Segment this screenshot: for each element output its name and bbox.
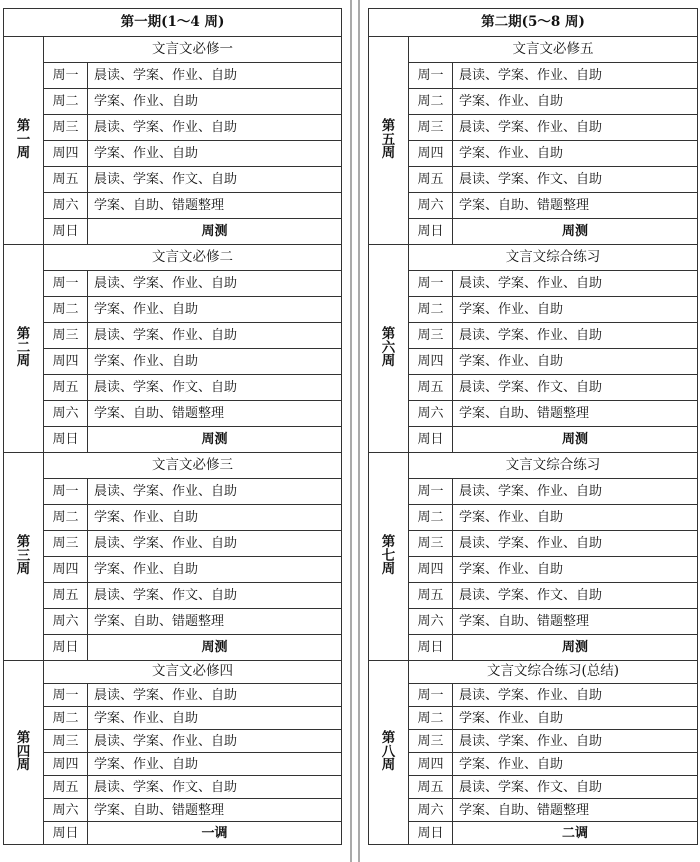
day-label: 周六 bbox=[44, 609, 88, 635]
day-label: 周一 bbox=[44, 684, 88, 707]
day-row bbox=[4, 776, 342, 799]
test-label: 二调 bbox=[453, 822, 698, 845]
period-title: 第二期(5～8 周) bbox=[369, 9, 698, 37]
day-label: 周三 bbox=[44, 115, 88, 141]
day-tasks: 学案、自助、错题整理 bbox=[88, 609, 342, 635]
day-row bbox=[4, 297, 342, 323]
day-tasks: 晨读、学案、作业、自助 bbox=[88, 323, 342, 349]
day-row bbox=[369, 822, 698, 845]
day-tasks: 学案、自助、错题整理 bbox=[88, 799, 342, 822]
week-label: 第 六 周 bbox=[369, 245, 409, 453]
day-tasks: 晨读、学案、作业、自助 bbox=[453, 684, 698, 707]
day-label: 周四 bbox=[409, 753, 453, 776]
day-row bbox=[4, 271, 342, 297]
day-tasks: 学案、作业、自助 bbox=[88, 141, 342, 167]
day-tasks: 晨读、学案、作业、自助 bbox=[88, 684, 342, 707]
day-row bbox=[4, 323, 342, 349]
day-row bbox=[4, 583, 342, 609]
day-row bbox=[369, 219, 698, 245]
day-label: 周日 bbox=[409, 822, 453, 845]
day-tasks: 晨读、学案、作文、自助 bbox=[453, 167, 698, 193]
day-label: 周日 bbox=[409, 427, 453, 453]
day-label: 周二 bbox=[409, 89, 453, 115]
day-label: 周日 bbox=[44, 219, 88, 245]
day-label: 周三 bbox=[409, 730, 453, 753]
day-label: 周日 bbox=[44, 427, 88, 453]
period-header-row bbox=[369, 9, 698, 37]
day-tasks: 学案、作业、自助 bbox=[88, 89, 342, 115]
day-row bbox=[369, 89, 698, 115]
day-row bbox=[4, 479, 342, 505]
day-label: 周六 bbox=[44, 799, 88, 822]
day-label: 周四 bbox=[409, 141, 453, 167]
week-subject: 文言文必修五 bbox=[409, 37, 698, 63]
day-row bbox=[4, 730, 342, 753]
week-subject-row bbox=[4, 661, 342, 684]
day-row bbox=[4, 115, 342, 141]
test-label: 周测 bbox=[453, 427, 698, 453]
day-row bbox=[369, 753, 698, 776]
day-tasks: 晨读、学案、作文、自助 bbox=[453, 375, 698, 401]
day-row bbox=[369, 297, 698, 323]
week-subject: 文言文必修三 bbox=[44, 453, 342, 479]
day-tasks: 学案、作业、自助 bbox=[453, 707, 698, 730]
day-label: 周五 bbox=[409, 375, 453, 401]
day-label: 周一 bbox=[409, 63, 453, 89]
day-row bbox=[369, 427, 698, 453]
day-label: 周五 bbox=[44, 375, 88, 401]
day-row bbox=[369, 707, 698, 730]
day-row bbox=[4, 609, 342, 635]
day-label: 周二 bbox=[44, 89, 88, 115]
day-label: 周一 bbox=[44, 63, 88, 89]
day-tasks: 学案、作业、自助 bbox=[88, 505, 342, 531]
day-row bbox=[4, 89, 342, 115]
day-tasks: 晨读、学案、作业、自助 bbox=[88, 115, 342, 141]
day-row bbox=[4, 167, 342, 193]
day-row bbox=[369, 635, 698, 661]
day-tasks: 学案、作业、自助 bbox=[453, 505, 698, 531]
day-tasks: 学案、作业、自助 bbox=[453, 297, 698, 323]
day-label: 周一 bbox=[44, 479, 88, 505]
day-tasks: 学案、作业、自助 bbox=[453, 349, 698, 375]
week-subject: 文言文综合练习 bbox=[409, 453, 698, 479]
day-label: 周四 bbox=[409, 557, 453, 583]
day-row bbox=[369, 557, 698, 583]
day-label: 周三 bbox=[409, 531, 453, 557]
day-tasks: 晨读、学案、作业、自助 bbox=[88, 271, 342, 297]
day-row bbox=[4, 375, 342, 401]
day-label: 周三 bbox=[409, 323, 453, 349]
week-subject-row bbox=[369, 245, 698, 271]
day-label: 周四 bbox=[44, 141, 88, 167]
day-row bbox=[369, 730, 698, 753]
day-tasks: 晨读、学案、作业、自助 bbox=[453, 531, 698, 557]
day-label: 周二 bbox=[409, 297, 453, 323]
test-label: 周测 bbox=[453, 635, 698, 661]
day-label: 周一 bbox=[409, 684, 453, 707]
period-header-row bbox=[4, 9, 342, 37]
day-label: 周四 bbox=[44, 349, 88, 375]
day-tasks: 晨读、学案、作文、自助 bbox=[453, 583, 698, 609]
day-tasks: 晨读、学案、作业、自助 bbox=[453, 730, 698, 753]
day-row bbox=[369, 583, 698, 609]
day-row bbox=[369, 271, 698, 297]
day-tasks: 晨读、学案、作业、自助 bbox=[453, 479, 698, 505]
day-row bbox=[4, 799, 342, 822]
day-tasks: 学案、作业、自助 bbox=[453, 753, 698, 776]
week-subject-row bbox=[4, 453, 342, 479]
day-label: 周一 bbox=[409, 271, 453, 297]
day-tasks: 晨读、学案、作业、自助 bbox=[88, 531, 342, 557]
day-label: 周三 bbox=[44, 531, 88, 557]
day-label: 周六 bbox=[409, 401, 453, 427]
day-label: 周六 bbox=[44, 401, 88, 427]
day-label: 周五 bbox=[44, 583, 88, 609]
day-row bbox=[4, 427, 342, 453]
week-label: 第 五 周 bbox=[369, 37, 409, 245]
day-tasks: 晨读、学案、作业、自助 bbox=[88, 479, 342, 505]
day-row bbox=[369, 684, 698, 707]
day-tasks: 学案、作业、自助 bbox=[453, 89, 698, 115]
week-subject: 文言文必修一 bbox=[44, 37, 342, 63]
day-row bbox=[4, 349, 342, 375]
day-tasks: 学案、自助、错题整理 bbox=[453, 193, 698, 219]
day-row bbox=[369, 609, 698, 635]
day-row bbox=[369, 799, 698, 822]
week-label: 第 一 周 bbox=[4, 37, 44, 245]
day-label: 周四 bbox=[44, 753, 88, 776]
day-row bbox=[369, 505, 698, 531]
day-row bbox=[369, 401, 698, 427]
day-tasks: 学案、自助、错题整理 bbox=[453, 401, 698, 427]
day-label: 周二 bbox=[409, 707, 453, 730]
test-label: 周测 bbox=[88, 219, 342, 245]
day-row bbox=[369, 323, 698, 349]
day-tasks: 学案、自助、错题整理 bbox=[88, 401, 342, 427]
day-label: 周日 bbox=[44, 822, 88, 845]
test-label: 周测 bbox=[88, 427, 342, 453]
day-row bbox=[369, 349, 698, 375]
day-label: 周六 bbox=[409, 609, 453, 635]
day-row bbox=[369, 167, 698, 193]
day-tasks: 学案、作业、自助 bbox=[88, 707, 342, 730]
day-row bbox=[4, 141, 342, 167]
day-label: 周五 bbox=[409, 583, 453, 609]
day-label: 周一 bbox=[409, 479, 453, 505]
day-row bbox=[369, 115, 698, 141]
day-row bbox=[369, 531, 698, 557]
week-subject: 文言文必修二 bbox=[44, 245, 342, 271]
week-subject: 文言文必修四 bbox=[44, 661, 342, 684]
day-tasks: 晨读、学案、作文、自助 bbox=[453, 776, 698, 799]
day-row bbox=[4, 557, 342, 583]
day-tasks: 学案、作业、自助 bbox=[88, 753, 342, 776]
day-label: 周五 bbox=[44, 167, 88, 193]
day-label: 周日 bbox=[44, 635, 88, 661]
day-tasks: 晨读、学案、作业、自助 bbox=[88, 63, 342, 89]
day-row bbox=[369, 193, 698, 219]
week-label: 第 四 周 bbox=[4, 661, 44, 845]
week-label: 第 三 周 bbox=[4, 453, 44, 661]
day-tasks: 晨读、学案、作业、自助 bbox=[453, 63, 698, 89]
test-label: 周测 bbox=[88, 635, 342, 661]
week-subject: 文言文综合练习(总结) bbox=[409, 661, 698, 684]
day-label: 周三 bbox=[44, 323, 88, 349]
day-row bbox=[4, 753, 342, 776]
day-row bbox=[4, 684, 342, 707]
day-label: 周二 bbox=[44, 297, 88, 323]
day-tasks: 晨读、学案、作文、自助 bbox=[88, 167, 342, 193]
day-tasks: 晨读、学案、作文、自助 bbox=[88, 375, 342, 401]
day-label: 周五 bbox=[44, 776, 88, 799]
day-label: 周三 bbox=[44, 730, 88, 753]
day-tasks: 学案、自助、错题整理 bbox=[453, 799, 698, 822]
day-label: 周六 bbox=[409, 193, 453, 219]
day-tasks: 晨读、学案、作业、自助 bbox=[453, 271, 698, 297]
test-label: 周测 bbox=[453, 219, 698, 245]
day-tasks: 晨读、学案、作文、自助 bbox=[88, 776, 342, 799]
day-tasks: 学案、作业、自助 bbox=[453, 557, 698, 583]
week-subject-row bbox=[369, 37, 698, 63]
day-label: 周六 bbox=[409, 799, 453, 822]
day-label: 周三 bbox=[409, 115, 453, 141]
week-subject-row bbox=[4, 245, 342, 271]
week-subject-row bbox=[369, 661, 698, 684]
period-title: 第一期(1～4 周) bbox=[4, 9, 342, 37]
day-row bbox=[4, 505, 342, 531]
week-label: 第 七 周 bbox=[369, 453, 409, 661]
day-label: 周四 bbox=[409, 349, 453, 375]
day-row bbox=[4, 63, 342, 89]
day-tasks: 晨读、学案、作业、自助 bbox=[453, 323, 698, 349]
day-row bbox=[4, 401, 342, 427]
day-row bbox=[369, 375, 698, 401]
day-label: 周一 bbox=[44, 271, 88, 297]
day-tasks: 学案、作业、自助 bbox=[88, 349, 342, 375]
day-row bbox=[4, 531, 342, 557]
day-tasks: 学案、自助、错题整理 bbox=[453, 609, 698, 635]
day-row bbox=[4, 822, 342, 845]
column-divider bbox=[348, 0, 362, 862]
week-subject-row bbox=[369, 453, 698, 479]
day-row bbox=[369, 141, 698, 167]
schedule-table-period-1 bbox=[3, 8, 342, 845]
schedule-table-period-2 bbox=[368, 8, 698, 845]
day-row bbox=[369, 63, 698, 89]
week-label: 第 八 周 bbox=[369, 661, 409, 845]
day-tasks: 学案、作业、自助 bbox=[88, 557, 342, 583]
day-row bbox=[4, 219, 342, 245]
day-tasks: 晨读、学案、作业、自助 bbox=[453, 115, 698, 141]
week-label: 第 二 周 bbox=[4, 245, 44, 453]
day-label: 周二 bbox=[409, 505, 453, 531]
day-label: 周二 bbox=[44, 505, 88, 531]
week-subject: 文言文综合练习 bbox=[409, 245, 698, 271]
day-label: 周二 bbox=[44, 707, 88, 730]
day-row bbox=[4, 193, 342, 219]
day-row bbox=[369, 776, 698, 799]
day-tasks: 晨读、学案、作业、自助 bbox=[88, 730, 342, 753]
day-label: 周日 bbox=[409, 635, 453, 661]
day-label: 周四 bbox=[44, 557, 88, 583]
day-label: 周五 bbox=[409, 776, 453, 799]
day-tasks: 学案、自助、错题整理 bbox=[88, 193, 342, 219]
day-row bbox=[4, 707, 342, 730]
day-row bbox=[4, 635, 342, 661]
test-label: 一调 bbox=[88, 822, 342, 845]
day-tasks: 晨读、学案、作文、自助 bbox=[88, 583, 342, 609]
day-tasks: 学案、作业、自助 bbox=[453, 141, 698, 167]
day-label: 周日 bbox=[409, 219, 453, 245]
day-tasks: 学案、作业、自助 bbox=[88, 297, 342, 323]
day-row bbox=[369, 479, 698, 505]
week-subject-row bbox=[4, 37, 342, 63]
day-label: 周五 bbox=[409, 167, 453, 193]
day-label: 周六 bbox=[44, 193, 88, 219]
